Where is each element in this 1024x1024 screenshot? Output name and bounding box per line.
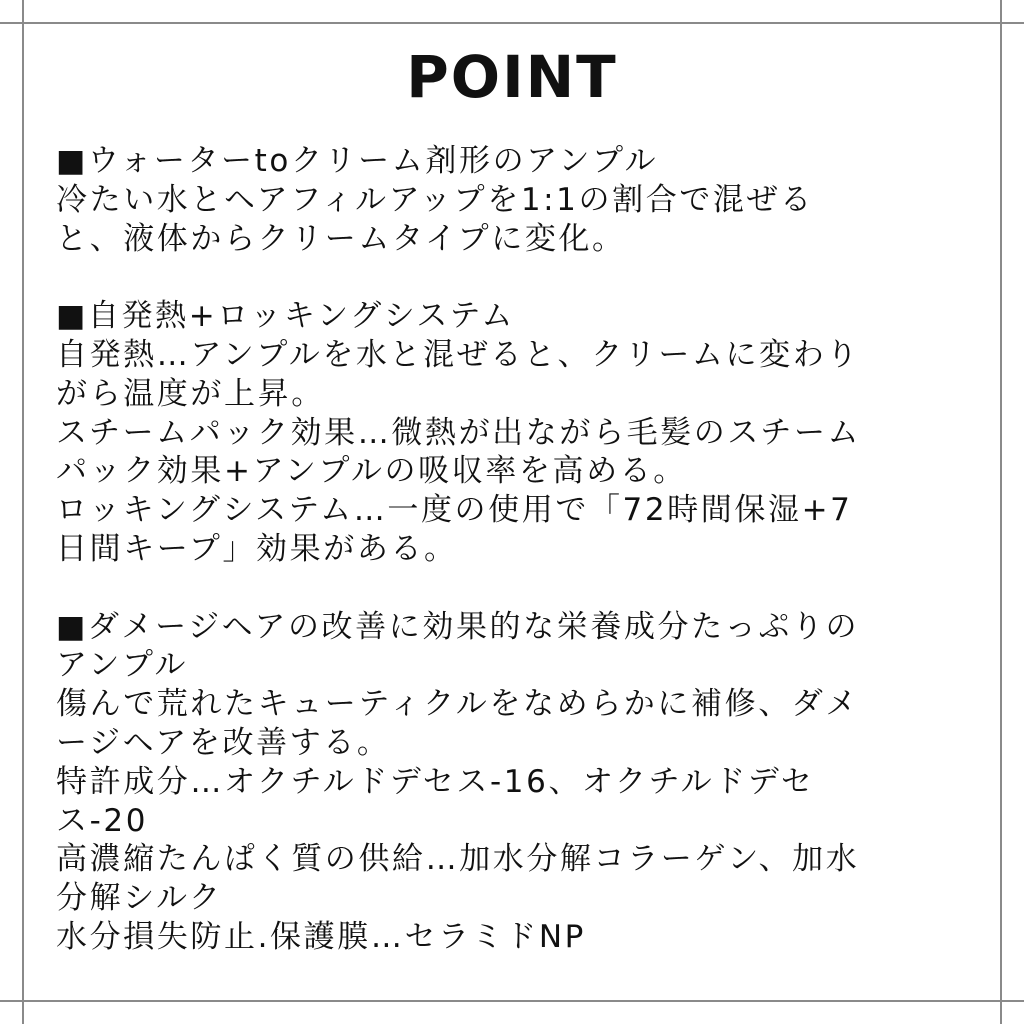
frame-left-line [22,0,24,1024]
body-line: 自発熱…アンプルを水と混ぜると、クリームに変わり [56,336,860,373]
point-content [56,142,971,957]
body-line: 高濃縮たんぱく質の供給…加水分解コラーゲン、加水 [56,841,860,878]
body-line: 傷んで荒れたキューティクルをなめらかに補修、ダメ [56,686,859,723]
section-self-heating [56,297,971,569]
body-line: パック効果+アンプルの吸収率を高める。 [56,453,687,490]
frame-right-line [1000,0,1002,1024]
frame-bottom-line [0,1000,1024,1002]
frame-top-line [0,22,1024,24]
section-heading: ■ダメージヘアの改善に効果的な栄養成分たっぷりの [56,608,860,645]
section-damage-care [56,608,971,957]
body-line: ロッキングシステム…一度の使用で「72時間保湿+7 [56,492,853,529]
body-line: スチームパック効果…微熱が出ながら毛髪のスチーム [56,414,862,451]
section-water-to-cream [56,142,971,258]
section-spacer [56,258,971,297]
section-heading: ■自発熱+ロッキングシステム [56,298,516,335]
section-heading-continued: アンプル [56,647,188,684]
body-line: ージヘアを改善する。 [56,724,391,761]
page-title: POINT [406,43,618,111]
section-heading: ■ウォーターtoクリーム剤形のアンプル [56,143,659,179]
body-line: 特許成分…オクチルドデセス-16、オクチルドデセ [56,763,815,800]
section-spacer [56,569,971,608]
body-line: 分解シルク [56,880,223,917]
body-line: 冷たい水とヘアフィルアップを1:1の割合で混ぜる [56,181,814,218]
body-line: ス-20 [56,802,149,839]
body-line: 水分損失防止.保護膜…セラミドNP [56,918,586,955]
body-line: 日間キープ」効果がある。 [56,530,458,567]
body-line: がら温度が上昇。 [56,375,325,412]
body-line: と、液体からクリームタイプに変化。 [56,220,626,257]
